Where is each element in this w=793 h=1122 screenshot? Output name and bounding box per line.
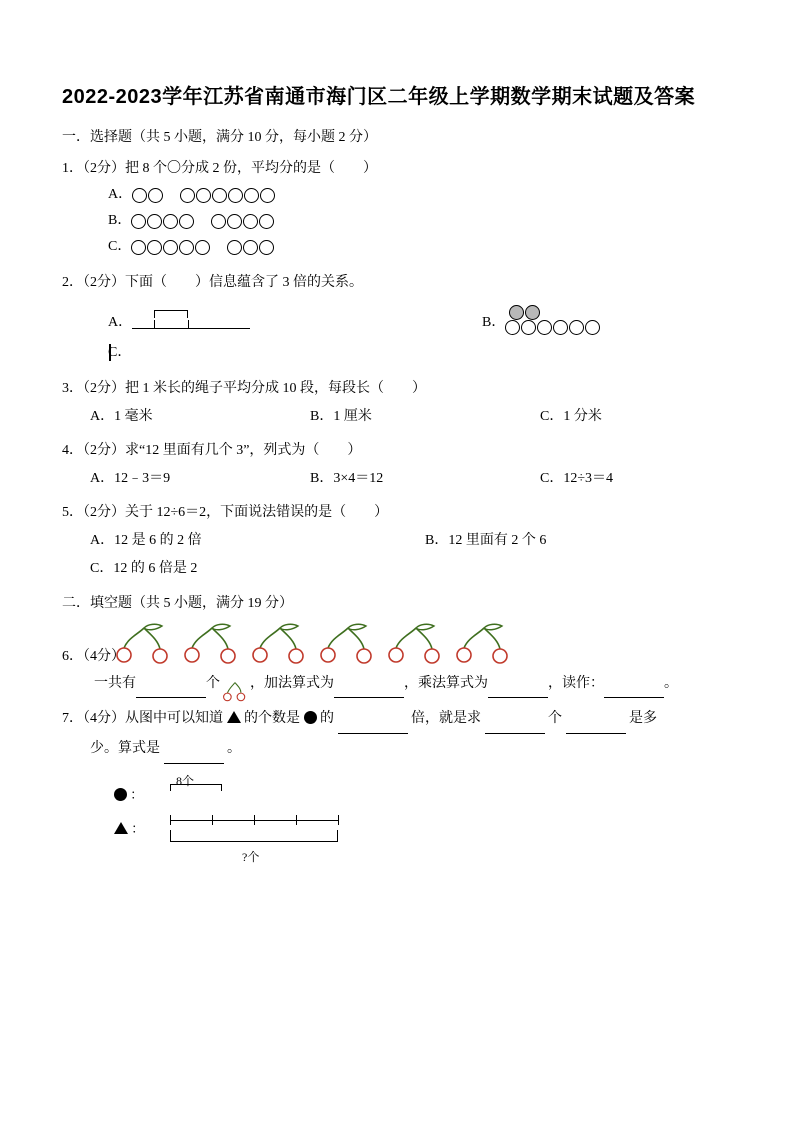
q7-text-1: 7．（4分）从图中可以知道 <box>62 711 223 726</box>
q6-text-3: ，加法算式为 <box>250 676 334 691</box>
question-4-stem: 4．（2分）求“12 里面有几个 3”，列式为（ ） <box>62 443 362 458</box>
question-1 <box>62 156 731 260</box>
question-7-figure <box>114 772 444 870</box>
q7-text-3: 的 <box>320 711 334 726</box>
q7-blank-2[interactable] <box>485 718 545 734</box>
question-3 <box>62 376 731 430</box>
cherry-icon <box>386 622 448 666</box>
question-4-option-b[interactable]: B．3×4＝12 <box>310 471 384 486</box>
cherry-icon <box>250 622 312 666</box>
question-6 <box>62 622 731 698</box>
page-title: 2022-2023学年江苏省南通市海门区二年级上学期数学期末试题及答案 <box>62 86 696 108</box>
q7-blank-4[interactable] <box>164 748 224 764</box>
cherry-icon <box>182 622 244 666</box>
option-c-grid-figure <box>109 344 111 361</box>
triangle-icon <box>227 711 241 723</box>
question-4 <box>62 438 731 492</box>
question-1-option-a[interactable] <box>62 182 731 208</box>
question-4-option-c[interactable]: C．12÷3＝4 <box>540 471 614 486</box>
dot-icon <box>114 788 127 801</box>
option-a-label: A． <box>108 187 133 202</box>
question-4-option-a[interactable]: A．12﹣3＝9 <box>90 471 171 486</box>
section-heading-fill: 二．填空题（共 5 小题，满分 19 分） <box>62 596 293 611</box>
option-a-bracket-figure <box>132 302 252 336</box>
option-b-figure <box>505 305 601 336</box>
q6-blank-3[interactable] <box>488 682 548 698</box>
question-3-option-c[interactable]: C．1 分米 <box>540 409 602 424</box>
question-2-option-a[interactable] <box>62 302 482 336</box>
question-3-option-a[interactable]: A．1 毫米 <box>90 409 153 424</box>
question-3-option-b[interactable]: B．1 厘米 <box>310 409 372 424</box>
question-7-stem-line2: 少。算式是 。 <box>62 734 731 764</box>
question-2-option-b[interactable] <box>482 305 601 336</box>
option-b-label: B． <box>108 213 132 228</box>
question-1-option-b[interactable] <box>62 208 731 234</box>
q7-text-4: 倍，就是求 <box>411 711 481 726</box>
q7-text-7: 。 <box>227 741 241 756</box>
question-7 <box>62 704 731 870</box>
cherry-icon <box>454 622 516 666</box>
dot-label: ： <box>130 787 144 802</box>
triangle-label: ： <box>131 821 145 836</box>
question-2 <box>62 270 731 366</box>
option-c-label: C． <box>108 239 132 254</box>
q6-text-4: ，乘法算式为 <box>404 676 488 691</box>
cherry-icon-small <box>222 680 248 702</box>
question-5-option-b[interactable]: B．12 里面有 2 个 6 <box>425 533 547 548</box>
q6-blank-4[interactable] <box>604 682 664 698</box>
question-2-options-row <box>62 302 731 336</box>
question-5-option-a[interactable]: A．12 是 6 的 2 倍 <box>90 533 202 548</box>
option-a-label: A． <box>108 315 133 330</box>
question-5 <box>62 500 731 582</box>
question-1-stem: 1．（2分）把 8 个〇分成 2 份，平均分的是（ ） <box>62 161 377 176</box>
q7-text-2: 的个数是 <box>244 711 300 726</box>
q6-text-6: 。 <box>664 676 678 691</box>
question-2-stem: 2．（2分）下面（ ）信息蕴含了 3 倍的关系。 <box>62 275 363 290</box>
q6-blank-2[interactable] <box>334 682 404 698</box>
cherry-icon <box>318 622 380 666</box>
question-3-stem: 3．（2分）把 1 米长的绳子平均分成 10 段，每段长（ ） <box>62 381 426 396</box>
option-a-figure <box>132 182 276 208</box>
question-1-option-c[interactable] <box>62 234 731 260</box>
question-5-option-c[interactable]: C．12 的 6 倍是 2 <box>90 561 198 576</box>
question-6-blanks <box>62 670 731 698</box>
q7-blank-1[interactable] <box>338 718 408 734</box>
bottom-count-label: ?个 <box>242 850 260 864</box>
q7-text-5: 个 <box>548 711 562 726</box>
triangle-icon <box>114 822 128 834</box>
q7-blank-3[interactable] <box>566 718 626 734</box>
question-6-stem: 6．（4分） <box>62 649 125 664</box>
question-7-stem: 7．（4分）从图中可以知道 的个数是 的 倍，就是求 个 是多 <box>62 704 731 734</box>
q6-text-1: 一共有 <box>94 676 136 691</box>
q6-text-5: ，读作： <box>548 676 604 691</box>
option-c-figure <box>131 234 275 260</box>
section-heading-choice: 一．选择题（共 5 小题，满分 10 分，每小题 2 分） <box>62 130 377 145</box>
q6-blank-1[interactable] <box>136 682 206 698</box>
q6-text-2: 个 <box>206 676 220 691</box>
question-2-option-c[interactable] <box>62 340 731 366</box>
option-b-figure <box>131 208 275 234</box>
option-b-label: B． <box>482 315 506 330</box>
dot-icon <box>304 711 317 724</box>
question-5-stem: 5．（2分）关于 12÷6＝2，下面说法错误的是（ ） <box>62 505 389 520</box>
top-count-label: 8个 <box>176 774 195 788</box>
option-c-label: C． <box>108 345 132 360</box>
